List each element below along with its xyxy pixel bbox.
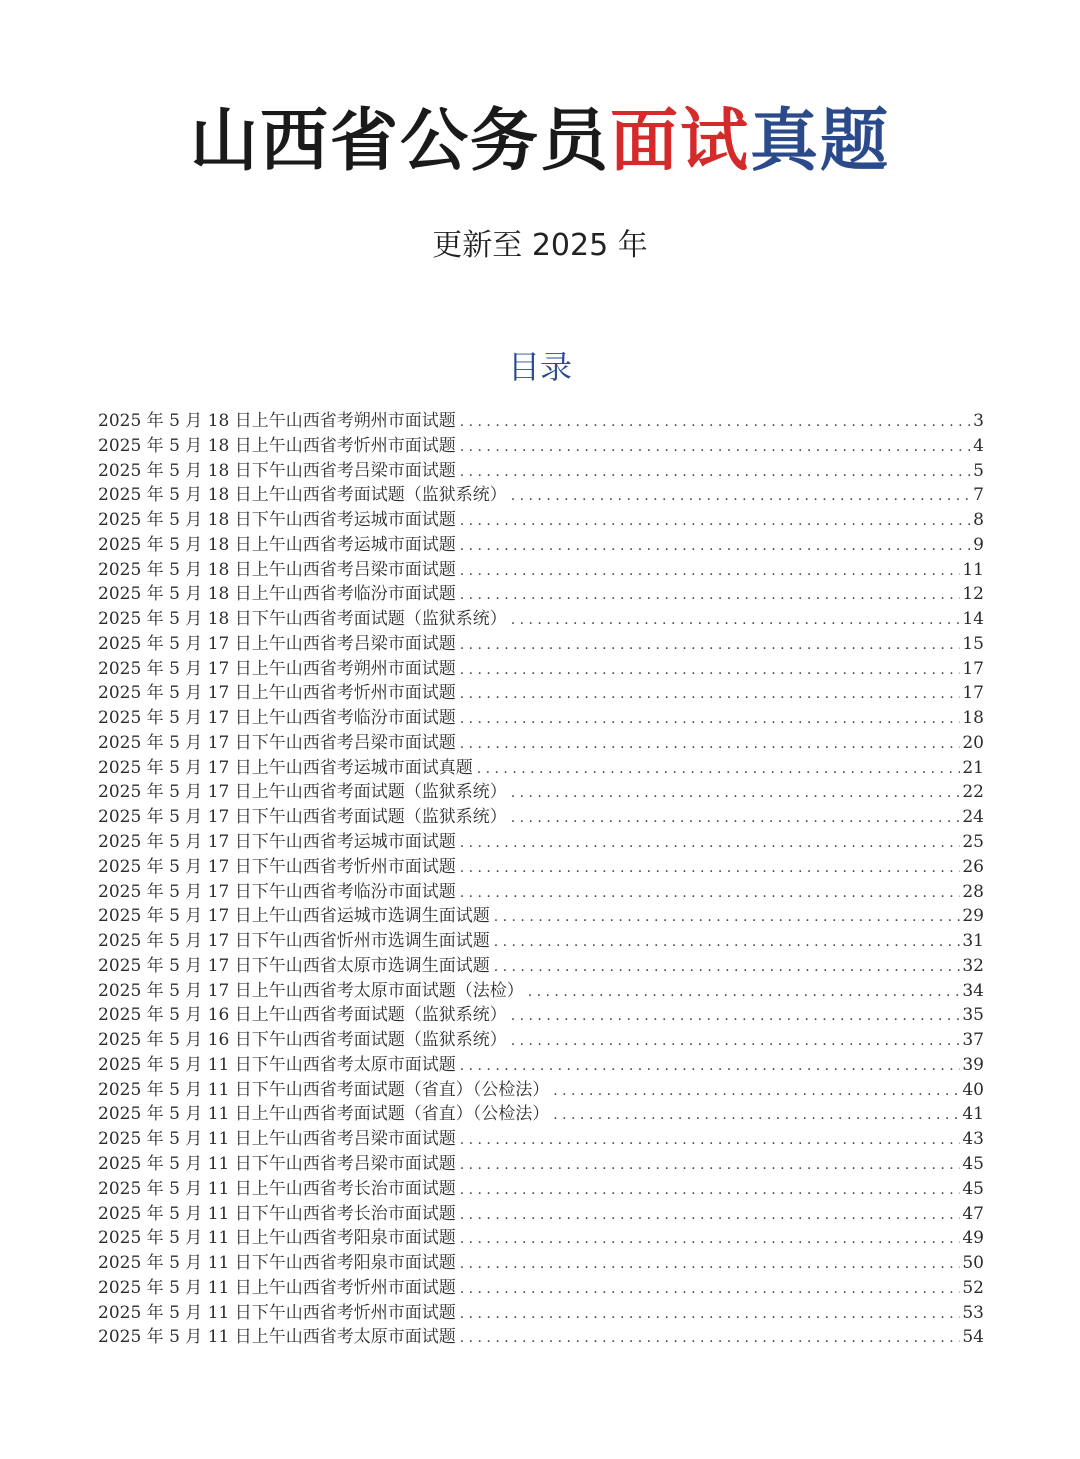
toc-entry[interactable] — [98, 979, 984, 1004]
toc-page-number: 54 — [962, 1327, 984, 1348]
toc-entry[interactable] — [98, 929, 984, 954]
toc-page-number: 35 — [962, 1005, 984, 1026]
toc-entry[interactable] — [98, 1152, 984, 1177]
toc-page-number: 41 — [962, 1104, 984, 1125]
toc-dot-leader — [460, 831, 961, 855]
toc-entry-title: 2025 年 5 月 18 日下午山西省考吕梁市面试题 — [98, 460, 456, 481]
toc-entry[interactable] — [98, 855, 984, 880]
toc-entry[interactable] — [98, 1301, 984, 1326]
toc-entry[interactable] — [98, 880, 984, 905]
toc-dot-leader — [494, 955, 961, 979]
toc-dot-leader — [494, 930, 961, 954]
toc-page-number: 39 — [962, 1054, 984, 1075]
toc-page-number: 26 — [962, 856, 984, 877]
toc-entry[interactable] — [98, 805, 984, 830]
toc-dot-leader — [511, 1004, 961, 1028]
toc-entry[interactable] — [98, 483, 984, 508]
toc-dot-leader — [460, 559, 961, 583]
toc-entry[interactable] — [98, 607, 984, 632]
toc-entry-title: 2025 年 5 月 11 日下午山西省考长治市面试题 — [98, 1203, 456, 1224]
toc-entry-title: 2025 年 5 月 17 日下午山西省考吕梁市面试题 — [98, 732, 456, 753]
toc-entry[interactable] — [98, 1276, 984, 1301]
toc-entry-title: 2025 年 5 月 16 日下午山西省考面试题（监狱系统） — [98, 1030, 507, 1051]
toc-page-number: 47 — [962, 1203, 984, 1224]
toc-dot-leader — [460, 583, 961, 607]
toc-dot-leader — [460, 410, 971, 434]
toc-entry-title: 2025 年 5 月 17 日下午山西省太原市选调生面试题 — [98, 955, 490, 976]
toc-entry[interactable] — [98, 1102, 984, 1127]
toc-dot-leader — [511, 484, 971, 508]
toc-entry-title: 2025 年 5 月 17 日上午山西省考面试题（监狱系统） — [98, 782, 507, 803]
toc-dot-leader — [460, 1178, 961, 1202]
toc-entry-title: 2025 年 5 月 18 日上午山西省考朔州市面试题 — [98, 411, 456, 431]
toc-page-number: 25 — [962, 832, 984, 853]
toc-dot-leader — [460, 1203, 961, 1227]
toc-page-number: 40 — [962, 1079, 984, 1100]
toc-dot-leader — [511, 1029, 961, 1053]
toc-page-number: 4 — [973, 435, 984, 456]
toc-dot-leader — [460, 435, 971, 459]
toc-entry-title: 2025 年 5 月 11 日下午山西省考忻州市面试题 — [98, 1302, 456, 1323]
title-part-black: 山西省公务员 — [189, 102, 610, 181]
toc-entry[interactable] — [98, 582, 984, 607]
toc-entry-title: 2025 年 5 月 17 日下午山西省考忻州市面试题 — [98, 856, 456, 877]
toc-entry-title: 2025 年 5 月 18 日上午山西省考吕梁市面试题 — [98, 559, 456, 580]
toc-page-number: 8 — [973, 510, 984, 531]
toc-entry[interactable] — [98, 706, 984, 731]
toc-entry[interactable] — [98, 1177, 984, 1202]
toc-page-number: 49 — [962, 1228, 984, 1249]
toc-entry[interactable] — [98, 409, 984, 434]
toc-page-number: 17 — [962, 683, 984, 704]
toc-entry-title: 2025 年 5 月 17 日下午山西省考临汾市面试题 — [98, 881, 456, 902]
toc-entry[interactable] — [98, 657, 984, 682]
toc-entry-title: 2025 年 5 月 18 日上午山西省考运城市面试题 — [98, 534, 456, 555]
toc-entry[interactable] — [98, 1003, 984, 1028]
toc-dot-leader — [494, 905, 961, 929]
toc-entry-title: 2025 年 5 月 16 日上午山西省考面试题（监狱系统） — [98, 1005, 507, 1026]
toc-entry-title: 2025 年 5 月 18 日上午山西省考临汾市面试题 — [98, 584, 456, 605]
toc-entry-title: 2025 年 5 月 17 日上午山西省运城市选调生面试题 — [98, 906, 490, 927]
toc-dot-leader — [460, 633, 961, 657]
page-title — [0, 100, 1080, 184]
toc-entry-title: 2025 年 5 月 17 日下午山西省考运城市面试题 — [98, 832, 456, 853]
toc-page-number: 43 — [962, 1129, 984, 1150]
toc-page-number: 22 — [962, 782, 984, 803]
toc-entry[interactable] — [98, 558, 984, 583]
toc-dot-leader — [460, 1054, 961, 1078]
toc-page-number: 28 — [962, 881, 984, 902]
toc-entry-title: 2025 年 5 月 18 日上午山西省考面试题（监狱系统） — [98, 485, 507, 506]
toc-dot-leader — [460, 658, 961, 682]
toc-page-number: 34 — [962, 980, 984, 1001]
toc-page-number: 11 — [962, 559, 984, 580]
toc-page-number: 24 — [962, 807, 984, 828]
toc-dot-leader — [553, 1079, 960, 1103]
toc-entry-title: 2025 年 5 月 18 日下午山西省考面试题（监狱系统） — [98, 609, 507, 630]
toc-entry-title: 2025 年 5 月 11 日上午山西省考阳泉市面试题 — [98, 1228, 456, 1249]
toc-dot-leader — [460, 707, 961, 731]
toc-heading: 目录 — [507, 348, 572, 386]
toc-entry-title: 2025 年 5 月 11 日上午山西省考忻州市面试题 — [98, 1277, 456, 1298]
toc-entry-title: 2025 年 5 月 17 日下午山西省考面试题（监狱系统） — [98, 807, 507, 828]
toc-page-number: 18 — [962, 708, 984, 729]
toc-dot-leader — [511, 781, 961, 805]
toc-dot-leader — [553, 1103, 960, 1127]
toc-dot-leader — [477, 757, 961, 781]
toc-entry[interactable] — [98, 1028, 984, 1053]
title-part-red: 面试 — [609, 102, 750, 181]
toc-page-number: 20 — [962, 732, 984, 753]
title-part-blue: 真题 — [750, 102, 891, 181]
toc-page-number: 45 — [962, 1178, 984, 1199]
toc-page-number: 37 — [962, 1030, 984, 1051]
toc-dot-leader — [511, 806, 961, 830]
toc-dot-leader — [460, 856, 961, 880]
toc-entry[interactable] — [98, 459, 984, 484]
toc-page-number: 29 — [962, 906, 984, 927]
toc-entry[interactable] — [98, 508, 984, 533]
toc-entry-title: 2025 年 5 月 17 日上午山西省考临汾市面试题 — [98, 708, 456, 729]
toc-page-number: 21 — [962, 757, 984, 778]
toc-dot-leader — [511, 608, 961, 632]
toc-dot-leader — [460, 1227, 961, 1251]
toc-page-number: 9 — [973, 534, 984, 555]
toc-dot-leader — [460, 1277, 961, 1301]
toc-dot-leader — [460, 881, 961, 905]
toc-entry-title: 2025 年 5 月 17 日上午山西省考运城市面试真题 — [98, 757, 473, 778]
toc-dot-leader — [460, 1128, 961, 1152]
toc-entry-title: 2025 年 5 月 11 日下午山西省考阳泉市面试题 — [98, 1253, 456, 1274]
toc-page-number: 53 — [962, 1302, 984, 1323]
toc-entry[interactable] — [98, 434, 984, 459]
toc-entry[interactable] — [98, 780, 984, 805]
toc-entry-title: 2025 年 5 月 11 日上午山西省考太原市面试题 — [98, 1327, 456, 1348]
toc-dot-leader — [460, 1302, 961, 1326]
toc-dot-leader — [460, 1252, 961, 1276]
toc-page-number: 50 — [962, 1253, 984, 1274]
toc-entry-title: 2025 年 5 月 11 日上午山西省考吕梁市面试题 — [98, 1129, 456, 1150]
toc-entry-title: 2025 年 5 月 17 日上午山西省考吕梁市面试题 — [98, 633, 456, 654]
toc-dot-leader — [460, 1153, 961, 1177]
toc-entry-title: 2025 年 5 月 11 日上午山西省考长治市面试题 — [98, 1178, 456, 1199]
toc-entry-title: 2025 年 5 月 11 日下午山西省考面试题（省直）（公检法） — [98, 1079, 550, 1100]
toc-entry-title: 2025 年 5 月 18 日下午山西省考运城市面试题 — [98, 510, 456, 531]
toc-dot-leader — [460, 1326, 961, 1350]
toc-entry[interactable] — [98, 1226, 984, 1251]
toc-page-number: 7 — [973, 485, 984, 506]
toc-page-number: 3 — [973, 411, 984, 431]
toc-entry-title: 2025 年 5 月 11 日下午山西省考太原市面试题 — [98, 1054, 456, 1075]
toc-entry[interactable] — [98, 756, 984, 781]
toc-page-number: 31 — [962, 931, 984, 952]
toc-entry[interactable] — [98, 1251, 984, 1276]
toc-dot-leader — [460, 509, 971, 533]
toc-page-number: 32 — [962, 955, 984, 976]
toc-entry[interactable] — [98, 1202, 984, 1227]
toc-entry-title: 2025 年 5 月 17 日上午山西省考太原市面试题（法检） — [98, 980, 524, 1001]
subtitle: 更新至 2025 年 — [432, 228, 648, 263]
toc-page-number: 12 — [962, 584, 984, 605]
toc-entry[interactable] — [98, 1053, 984, 1078]
toc-entry[interactable] — [98, 904, 984, 929]
toc-page-number: 52 — [962, 1277, 984, 1298]
toc-page-number: 15 — [962, 633, 984, 654]
toc-page-number: 14 — [962, 609, 984, 630]
toc-entry[interactable] — [98, 632, 984, 657]
toc-page-number: 17 — [962, 658, 984, 679]
toc-entry[interactable] — [98, 1127, 984, 1152]
toc-entry-title: 2025 年 5 月 17 日上午山西省考忻州市面试题 — [98, 683, 456, 704]
toc-entry-title: 2025 年 5 月 11 日上午山西省考面试题（省直）（公检法） — [98, 1104, 550, 1125]
toc-dot-leader — [460, 534, 971, 558]
table-of-contents — [98, 409, 984, 1350]
toc-entry-title: 2025 年 5 月 18 日上午山西省考忻州市面试题 — [98, 435, 456, 456]
toc-dot-leader — [460, 732, 961, 756]
toc-page-number: 45 — [962, 1153, 984, 1174]
toc-entry[interactable] — [98, 954, 984, 979]
toc-entry-title: 2025 年 5 月 17 日下午山西省忻州市选调生面试题 — [98, 931, 490, 952]
toc-dot-leader — [528, 980, 961, 1004]
toc-page-number: 5 — [973, 460, 984, 481]
toc-entry[interactable] — [98, 1078, 984, 1103]
toc-entry[interactable] — [98, 681, 984, 706]
toc-entry[interactable] — [98, 1325, 984, 1350]
toc-entry-title: 2025 年 5 月 17 日上午山西省考朔州市面试题 — [98, 658, 456, 679]
toc-dot-leader — [460, 460, 971, 484]
toc-entry[interactable] — [98, 533, 984, 558]
toc-entry[interactable] — [98, 731, 984, 756]
toc-dot-leader — [460, 682, 961, 706]
toc-entry[interactable] — [98, 830, 984, 855]
toc-entry-title: 2025 年 5 月 11 日下午山西省考吕梁市面试题 — [98, 1153, 456, 1174]
